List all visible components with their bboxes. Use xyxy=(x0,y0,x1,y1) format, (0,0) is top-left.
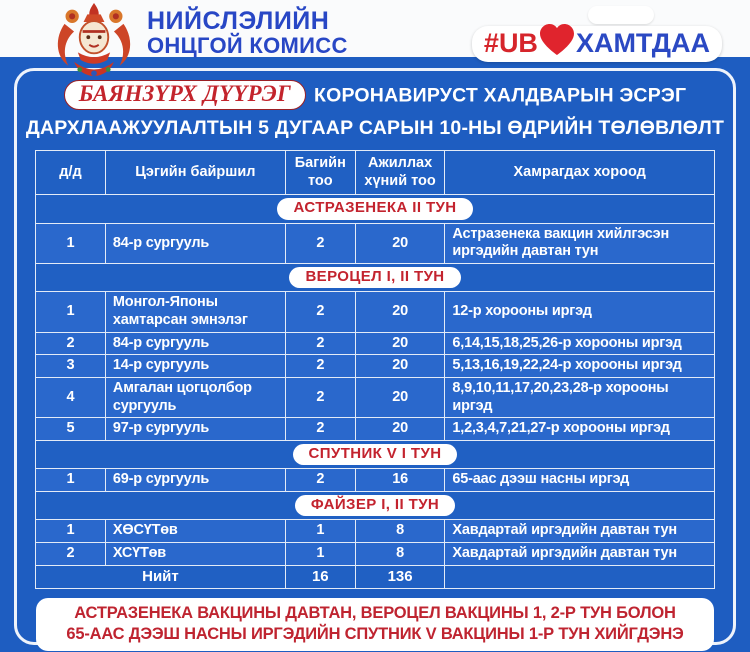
table-row xyxy=(36,332,715,355)
table-cell: 1 xyxy=(36,292,106,332)
vaccine-section-cell xyxy=(36,492,715,520)
decor-tab xyxy=(588,6,654,24)
table-cell: 20 xyxy=(355,292,445,332)
table-cell: 8,9,10,11,17,20,23,28-р хорооны иргэд xyxy=(445,378,715,418)
table-cell: Амгалан цогцолбор сургууль xyxy=(105,378,285,418)
table-cell: 2 xyxy=(285,378,355,418)
table-cell: 65-аас дээш насны иргэд xyxy=(445,469,715,492)
table-cell: 8 xyxy=(355,543,445,566)
table-cell: ХСҮТөв xyxy=(105,543,285,566)
table-cell: 20 xyxy=(355,418,445,441)
table-cell: 2 xyxy=(285,418,355,441)
table-row xyxy=(36,543,715,566)
table-cell: Хавдартай иргэдийн давтан тун xyxy=(445,543,715,566)
table-row xyxy=(36,469,715,492)
column-header-4: Хамрагдах хороод xyxy=(445,151,715,195)
org-name-line1: НИЙСЛЭЛИЙН xyxy=(147,7,330,35)
table-row xyxy=(36,418,715,441)
total-row xyxy=(36,565,715,588)
vaccine-section-row xyxy=(36,195,715,223)
table-row xyxy=(36,292,715,332)
column-header-3: Ажиллах хүний тоо xyxy=(355,151,445,195)
table-cell: 20 xyxy=(355,355,445,378)
table-header xyxy=(36,151,715,195)
footer-line2: 65-ААС ДЭЭШ НАСНЫ ИРГЭДИЙН СПУТНИК V ВАКЦИНЫ 1-Р ТУН ХИЙГДЭНЭ xyxy=(66,625,684,644)
table-cell: 1 xyxy=(36,223,106,263)
table-cell: 2 xyxy=(36,543,106,566)
table-cell: 2 xyxy=(285,469,355,492)
vaccination-plan-table xyxy=(35,150,715,589)
table-cell: 20 xyxy=(355,378,445,418)
column-header-2: Багийн тоо xyxy=(285,151,355,195)
org-name-line2: ОНЦГОЙ КОМИСС xyxy=(147,32,348,58)
title-line1 xyxy=(17,83,733,110)
column-header-0: д/д xyxy=(36,151,106,195)
table-body xyxy=(36,195,715,589)
table-cell: 14-р сургууль xyxy=(105,355,285,378)
heart-icon xyxy=(539,22,575,56)
city-emblem-icon xyxy=(50,3,138,79)
table-cell: 8 xyxy=(355,520,445,543)
table-cell: 16 xyxy=(355,469,445,492)
vaccine-section-cell xyxy=(36,441,715,469)
content-panel xyxy=(14,68,736,645)
vaccine-section-pill: ВЕРОЦЕЛ I, II ТУН xyxy=(289,267,460,288)
table-header-row xyxy=(36,151,715,195)
table-cell: 84-р сургууль xyxy=(105,332,285,355)
table-cell: 2 xyxy=(285,355,355,378)
vaccine-section-cell xyxy=(36,195,715,223)
table-cell: 2 xyxy=(285,223,355,263)
table-cell: Монгол-Японы хамтарсан эмнэлэг xyxy=(105,292,285,332)
table-cell: 20 xyxy=(355,332,445,355)
table-row xyxy=(36,223,715,263)
column-header-1: Цэгийн байршил xyxy=(105,151,285,195)
table-cell: 1,2,3,4,7,21,27-р хорооны иргэд xyxy=(445,418,715,441)
table-row xyxy=(36,520,715,543)
table-row xyxy=(36,355,715,378)
vaccine-section-row xyxy=(36,441,715,469)
table-cell: 2 xyxy=(285,332,355,355)
district-badge: БАЯНЗҮРХ ДҮҮРЭГ xyxy=(64,80,306,110)
table-cell: 97-р сургууль xyxy=(105,418,285,441)
table-cell: 1 xyxy=(285,543,355,566)
vaccine-section-pill: ФАЙЗЕР I, II ТУН xyxy=(295,495,455,516)
top-header xyxy=(0,0,750,57)
vaccine-section-cell xyxy=(36,264,715,292)
footer-line1: АСТРАЗЕНЕКА ВАКЦИНЫ ДАВТАН, ВЕРОЦЕЛ ВАКЦИНЫ 1, 2-Р ТУН БОЛОН xyxy=(74,604,676,623)
table-cell: 1 xyxy=(285,520,355,543)
vaccine-section-row xyxy=(36,264,715,292)
table-cell: 2 xyxy=(36,332,106,355)
table-cell: 20 xyxy=(355,223,445,263)
table-cell: 4 xyxy=(36,378,106,418)
total-teams: 16 xyxy=(285,565,355,588)
table-cell: 3 xyxy=(36,355,106,378)
table-cell: 5 xyxy=(36,418,106,441)
poster-title xyxy=(17,83,733,140)
title-line1-text: КОРОНАВИРУСТ ХАЛДВАРЫН ЭСРЭГ xyxy=(314,84,687,107)
footer-note xyxy=(36,598,714,651)
blue-background xyxy=(0,57,750,652)
table-cell: 6,14,15,18,25,26-р хорооны иргэд xyxy=(445,332,715,355)
organization-title xyxy=(147,9,348,57)
title-line2: ДАРХЛААЖУУЛАЛТЫН 5 ДУГААР САРЫН 10-НЫ ӨДРИЙН ТӨЛӨВЛӨЛТ xyxy=(25,117,725,139)
table-cell: 84-р сургууль xyxy=(105,223,285,263)
table-cell: 5,13,16,19,22,24-р хорооны иргэд xyxy=(445,355,715,378)
table-cell: Хавдартай иргэдийн давтан тун xyxy=(445,520,715,543)
ub-hamtdaa-badge xyxy=(472,26,722,62)
hashtag-prefix: #UB xyxy=(483,28,538,58)
total-label: Нийт xyxy=(36,565,286,588)
vaccine-section-pill: СПУТНИК V I ТУН xyxy=(293,444,458,465)
vaccine-section-pill: АСТРАЗЕНЕКА II ТУН xyxy=(277,198,472,219)
vaccine-section-row xyxy=(36,492,715,520)
table-row xyxy=(36,378,715,418)
table-cell: Астразенека вакцин хийлгэсэн иргэдийн давтан тун xyxy=(445,223,715,263)
table-cell: 2 xyxy=(285,292,355,332)
total-khoroods xyxy=(445,565,715,588)
table-cell: 1 xyxy=(36,469,106,492)
hashtag-suffix: ХАМТДАА xyxy=(575,28,710,58)
table-cell: ХӨСҮТөв xyxy=(105,520,285,543)
table-cell: 12-р хорооны иргэд xyxy=(445,292,715,332)
table-cell: 1 xyxy=(36,520,106,543)
table-cell: 69-р сургууль xyxy=(105,469,285,492)
total-workers: 136 xyxy=(355,565,445,588)
